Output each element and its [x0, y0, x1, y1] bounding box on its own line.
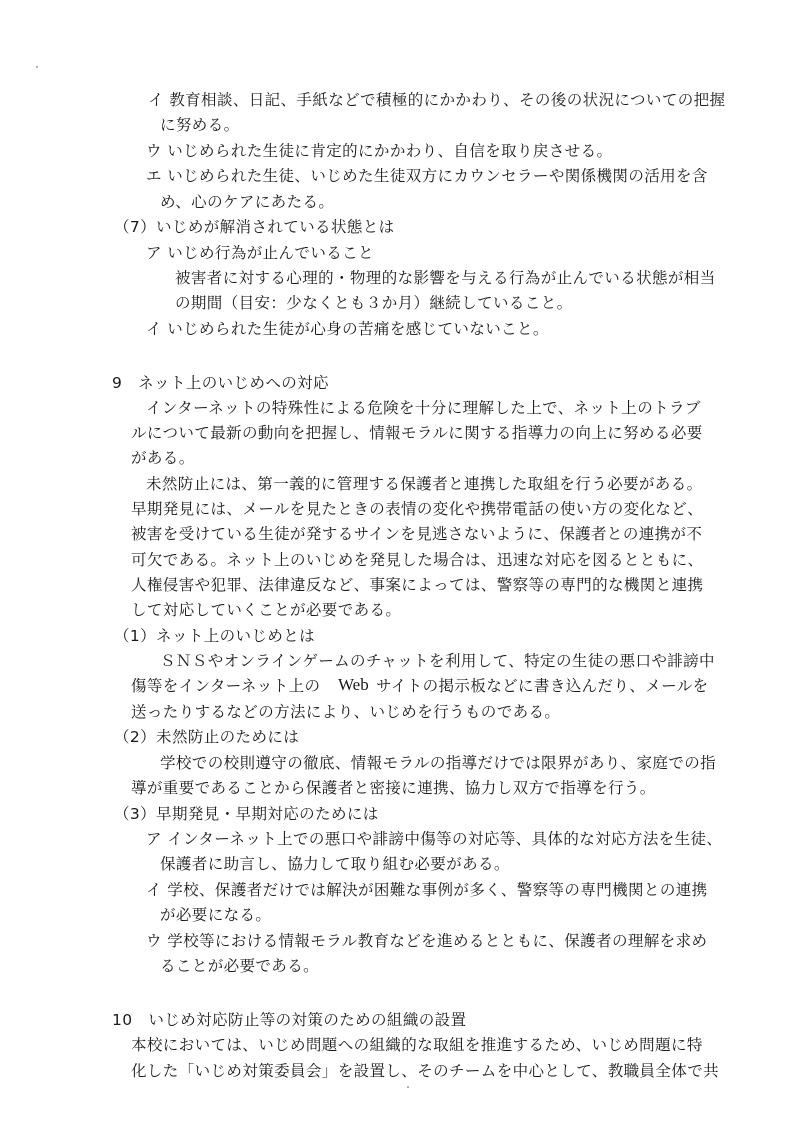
section-heading: （2）未然防止のためには — [114, 728, 300, 746]
text-line: ることが必要である。 — [160, 957, 320, 975]
text-line: して対応していくことが必要である。 — [131, 601, 402, 619]
text-line: がある。 — [131, 449, 195, 467]
section-heading: （1）ネット上のいじめとは — [114, 627, 316, 645]
text-line: 本校においては、いじめ問題への組織的な取組を推進するため、いじめ問題に特 — [131, 1036, 703, 1054]
text-line: 被害を受けている生徒が発するサインを見逃さないように、保護者との連携が不 — [131, 525, 703, 543]
text-line: ウ 学校等における情報モラル教育などを進めるとともに、保護者の理解を求め — [146, 932, 708, 950]
text-line: の期間（目安：少なくとも３か月）継続していること。 — [175, 294, 573, 312]
text-line: 送ったりするなどの方法により、いじめを行うものである。 — [131, 703, 561, 721]
section-heading: （7）いじめが解消されている状態とは — [114, 218, 395, 236]
text-line: 学校での校則遵守の徹底、情報モラルの指導だけでは限界があり、家庭での指 — [160, 754, 717, 772]
text-line: ウ いじめられた生徒に肯定的にかかわり、自信を取り戻させる。 — [146, 142, 613, 160]
text-line: イ 学校、保護者だけでは解決が困難な事例が多く、警察等の専門機関との連携 — [146, 881, 708, 899]
text-line: サイトの掲示板などに書き込んだり、メールを — [376, 677, 709, 695]
text-line: 人権侵害や犯罪、法律違反など、事案によっては、警察等の専門的な機関と連携 — [131, 576, 704, 594]
text-line: 導が重要であることから保護者と密接に連携、協力し双方で指導を行う。 — [131, 779, 656, 797]
text-line: エ いじめられた生徒、いじめた生徒双方にカウンセラーや関係機関の活用を含 — [146, 167, 708, 185]
text-line: インターネットの特殊性による危険を十分に理解した上で、ネット上のトラブ — [146, 399, 701, 417]
text-line: イ 教育相談、日記、手紙などで積極的にかかわり、その後の状況についての把握 — [148, 91, 726, 109]
text-line: ア インターネット上での悪口や誹謗中傷等の対応等、具体的な対応方法を生徒、 — [146, 830, 723, 848]
text-line: が必要になる。 — [160, 906, 272, 924]
section-heading: 10 いじめ対応防止等の対策のための組織の設置 — [112, 1011, 467, 1029]
text-line: 保護者に助言し、協力して取り組む必要がある。 — [160, 855, 510, 873]
text-line: め、心のケアにあたる。 — [160, 193, 335, 211]
text-line: ＳＮＳやオンラインゲームのチャットを利用して、特定の生徒の悪口や誹謗中 — [160, 652, 715, 670]
scan-speck — [36, 66, 38, 68]
scan-speck — [407, 1086, 409, 1088]
text-line: に努める。 — [160, 116, 240, 134]
section-heading: 9 ネット上のいじめへの対応 — [112, 374, 329, 392]
text-line: 被害者に対する心理的・物理的な影響を与える行為が止んでいる状態が相当 — [175, 269, 716, 287]
text-line: 傷等をインターネット上の — [131, 677, 321, 695]
text-line: 未然防止には、第一義的に管理する保護者と連携した取組を行う必要がある。 — [146, 475, 703, 493]
text-line: イ いじめられた生徒が心身の苦痛を感じていないこと。 — [146, 320, 549, 338]
text-line-web: Web — [338, 675, 369, 694]
text-line: 化した「いじめ対策委員会」を設置し、そのチームを中心として、教職員全体で共 — [131, 1062, 719, 1080]
text-line: 早期発見には、メールを見たときの表情の変化や携帯電話の使い方の変化など、 — [131, 500, 704, 518]
text-line: ルについて最新の動向を把握し、情報モラルに関する指導力の向上に努める必要 — [131, 424, 703, 442]
text-line: 可欠である。ネット上のいじめを発見した場合は、迅速な対応を図るとともに、 — [131, 551, 704, 569]
section-heading: （3）早期発見・早期対応のためには — [114, 805, 379, 823]
text-line: ア いじめ行為が止んでいること — [146, 244, 374, 262]
